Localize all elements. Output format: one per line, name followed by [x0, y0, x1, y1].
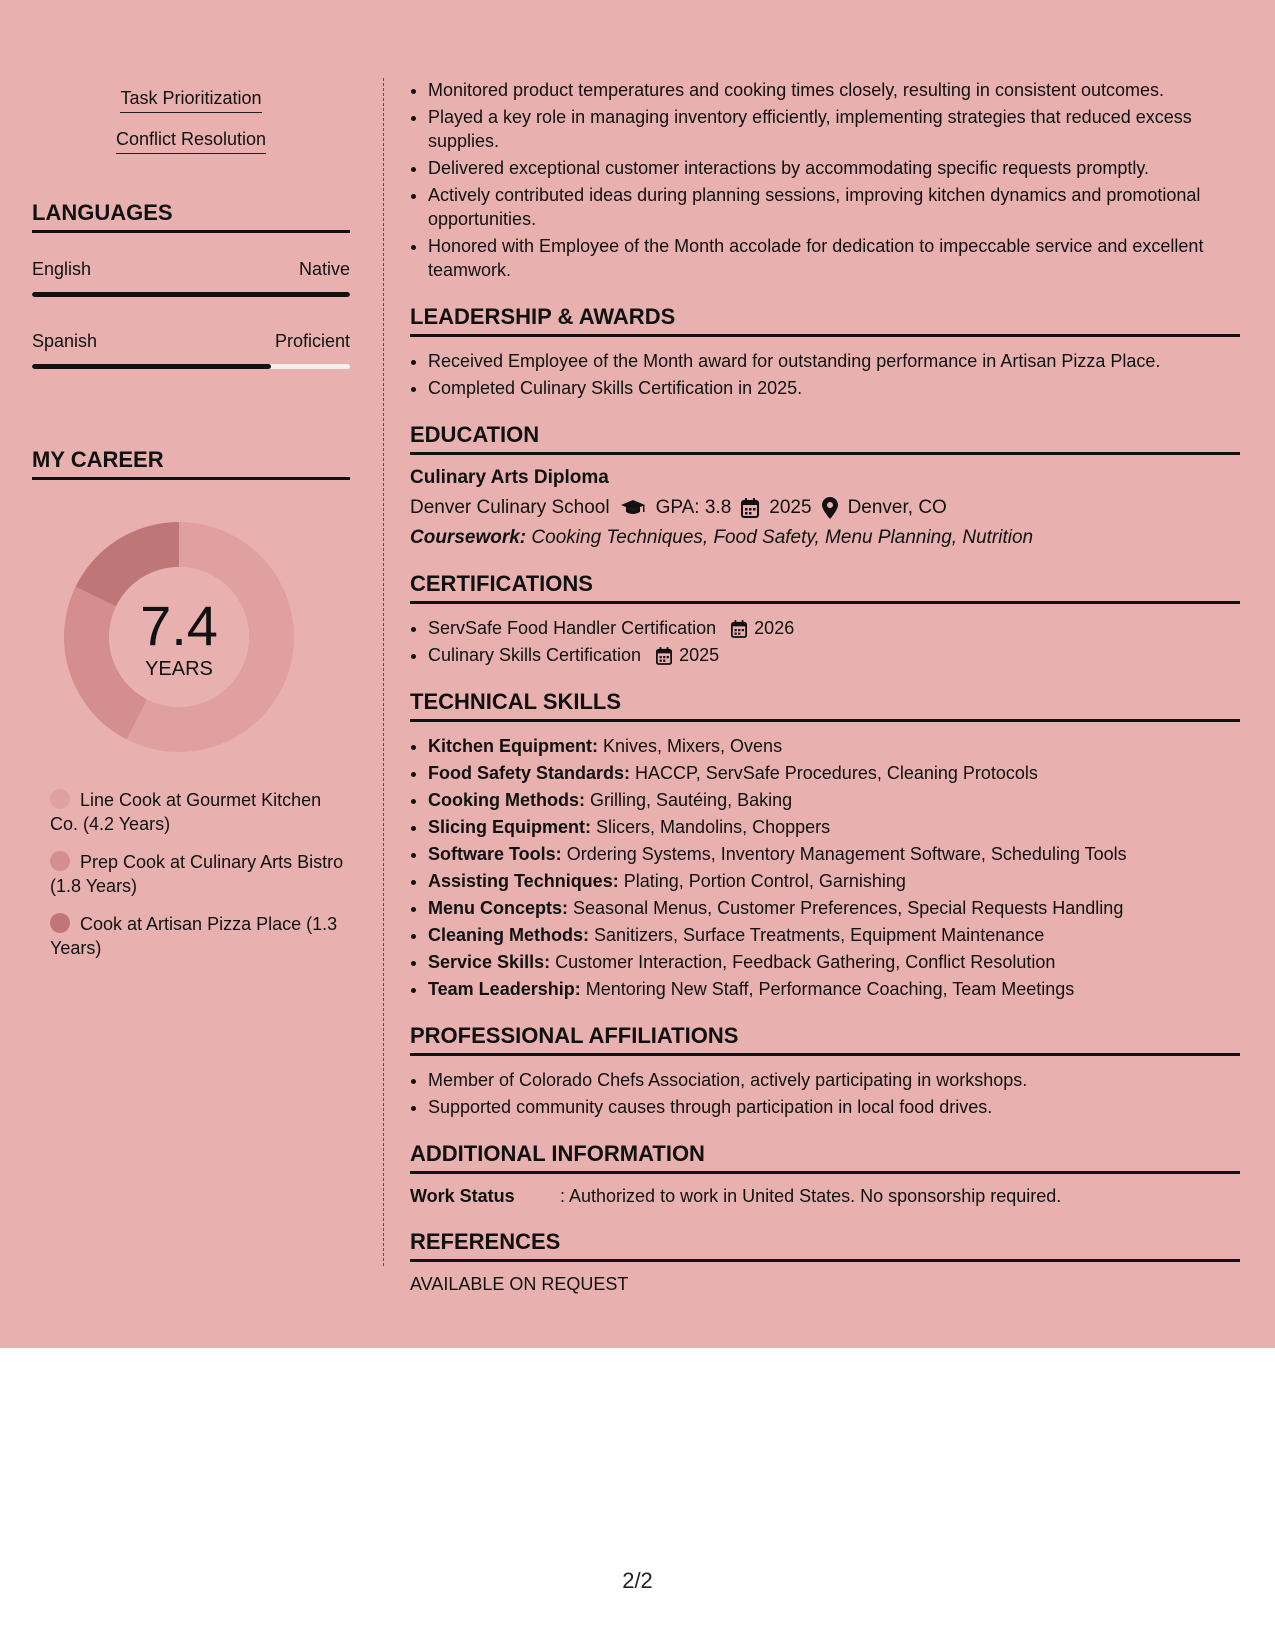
education-heading: EDUCATION: [410, 422, 1240, 455]
calendar-icon: [731, 620, 747, 638]
education-year: 2025: [769, 497, 812, 518]
calendar-icon: [656, 647, 672, 665]
work-status: [410, 1186, 1240, 1207]
experience-bullets: [410, 78, 1240, 282]
references-heading: REFERENCES: [410, 1229, 1240, 1262]
skill-tag: Conflict Resolution: [32, 129, 350, 154]
list-item: • ServSafe Food Handler Certification 2026: [428, 616, 1240, 640]
list-item: • Food Safety Standards: HACCP, ServSafe Procedures, Cleaning Protocols: [428, 761, 1240, 785]
graduation-cap-icon: [620, 499, 646, 517]
language-bar: [32, 292, 350, 297]
list-item: • Cleaning Methods: Sanitizers, Surface Treatments, Equipment Maintenance: [428, 923, 1240, 947]
references-text: AVAILABLE ON REQUEST: [410, 1274, 629, 1294]
languages-heading: LANGUAGES: [32, 200, 350, 233]
work-status-value: : Authorized to work in United States. No sponsorship required.: [560, 1186, 1062, 1206]
career-legend: [32, 788, 350, 960]
career-legend-item: Line Cook at Gourmet Kitchen Co. (4.2 Years): [50, 790, 322, 834]
main-content: [410, 78, 1240, 1295]
list-item: • Delivered exceptional customer interactions by accommodating specific requests promptly.: [428, 156, 1240, 180]
skill-tag: Task Prioritization: [32, 88, 350, 113]
education-school: Denver Culinary School: [410, 497, 610, 518]
list-item: • Honored with Employee of the Month accolade for dedication to impeccable service and excellent teamwork.: [428, 234, 1240, 282]
career-donut-chart: [64, 522, 294, 752]
education-degree: Culinary Arts Diploma: [410, 467, 609, 488]
leadership-heading: LEADERSHIP & AWARDS: [410, 304, 1240, 337]
calendar-icon: [741, 498, 759, 518]
list-item: • Monitored product temperatures and cooking times closely, resulting in consistent outcomes.: [428, 78, 1240, 102]
list-item: • Assisting Techniques: Plating, Portion Control, Garnishing: [428, 869, 1240, 893]
list-item: • Slicing Equipment: Slicers, Mandolins, Choppers: [428, 815, 1240, 839]
list-item: • Played a key role in managing inventory efficiently, implementing strategies that reduced excess supplies.: [428, 105, 1240, 153]
list-item: • Received Employee of the Month award for outstanding performance in Artisan Pizza Place.: [428, 349, 1240, 373]
career-total-years: 7.4: [140, 594, 218, 657]
list-item: • Service Skills: Customer Interaction, Feedback Gathering, Conflict Resolution: [428, 950, 1240, 974]
list-item: • Member of Colorado Chefs Association, actively participating in workshops.: [428, 1068, 1240, 1092]
technical-skills-heading: TECHNICAL SKILLS: [410, 689, 1240, 722]
location-pin-icon: [822, 497, 838, 519]
certifications-heading: CERTIFICATIONS: [410, 571, 1240, 604]
language-bar: [32, 364, 350, 369]
affiliations-heading: PROFESSIONAL AFFILIATIONS: [410, 1023, 1240, 1056]
career-heading: MY CAREER: [32, 447, 350, 480]
list-item: • Menu Concepts: Seasonal Menus, Customer Preferences, Special Requests Handling: [428, 896, 1240, 920]
leadership-list: [410, 349, 1240, 400]
list-item: • Kitchen Equipment: Knives, Mixers, Ovens: [428, 734, 1240, 758]
technical-skills-list: [410, 734, 1240, 1001]
column-divider: [383, 78, 384, 1266]
work-status-label: Work Status: [410, 1186, 515, 1206]
legend-swatch: [50, 913, 70, 933]
education-gpa: GPA: 3.8: [655, 497, 732, 518]
list-item: • Team Leadership: Mentoring New Staff, Performance Coaching, Team Meetings: [428, 977, 1240, 1001]
career-legend-item: Cook at Artisan Pizza Place (1.3 Years): [50, 914, 338, 958]
list-item: • Supported community causes through participation in local food drives.: [428, 1095, 1240, 1119]
legend-swatch: [50, 851, 70, 871]
language-name: Spanish: [32, 331, 98, 351]
certifications-list: [410, 616, 1240, 667]
education-coursework: Coursework: Cooking Techniques, Food Safety, Menu Planning, Nutrition: [410, 527, 1034, 548]
language-bar-fill: [32, 364, 271, 369]
education-location: Denver, CO: [847, 497, 947, 518]
language-level: Proficient: [274, 331, 350, 351]
list-item: • Culinary Skills Certification 2025: [428, 643, 1240, 667]
additional-info-heading: ADDITIONAL INFORMATION: [410, 1141, 1240, 1174]
language-item: [32, 259, 350, 297]
list-item: • Cooking Methods: Grilling, Sautéing, Baking: [428, 788, 1240, 812]
career-total-unit: YEARS: [145, 658, 213, 680]
career-legend-item: Prep Cook at Culinary Arts Bistro (1.8 Years): [50, 852, 344, 896]
language-item: [32, 331, 350, 369]
education-details: [410, 497, 1240, 519]
language-level: Native: [298, 259, 350, 279]
language-bar-fill: [32, 292, 350, 297]
legend-swatch: [50, 789, 70, 809]
language-name: English: [32, 259, 92, 279]
list-item: • Actively contributed ideas during planning sessions, improving kitchen dynamics and promotional opportunities.: [428, 183, 1240, 231]
sidebar: [32, 78, 350, 974]
list-item: • Software Tools: Ordering Systems, Inventory Management Software, Scheduling Tools: [428, 842, 1240, 866]
page-number: 2/2: [622, 1568, 653, 1593]
affiliations-list: [410, 1068, 1240, 1119]
list-item: • Completed Culinary Skills Certification in 2025.: [428, 376, 1240, 400]
